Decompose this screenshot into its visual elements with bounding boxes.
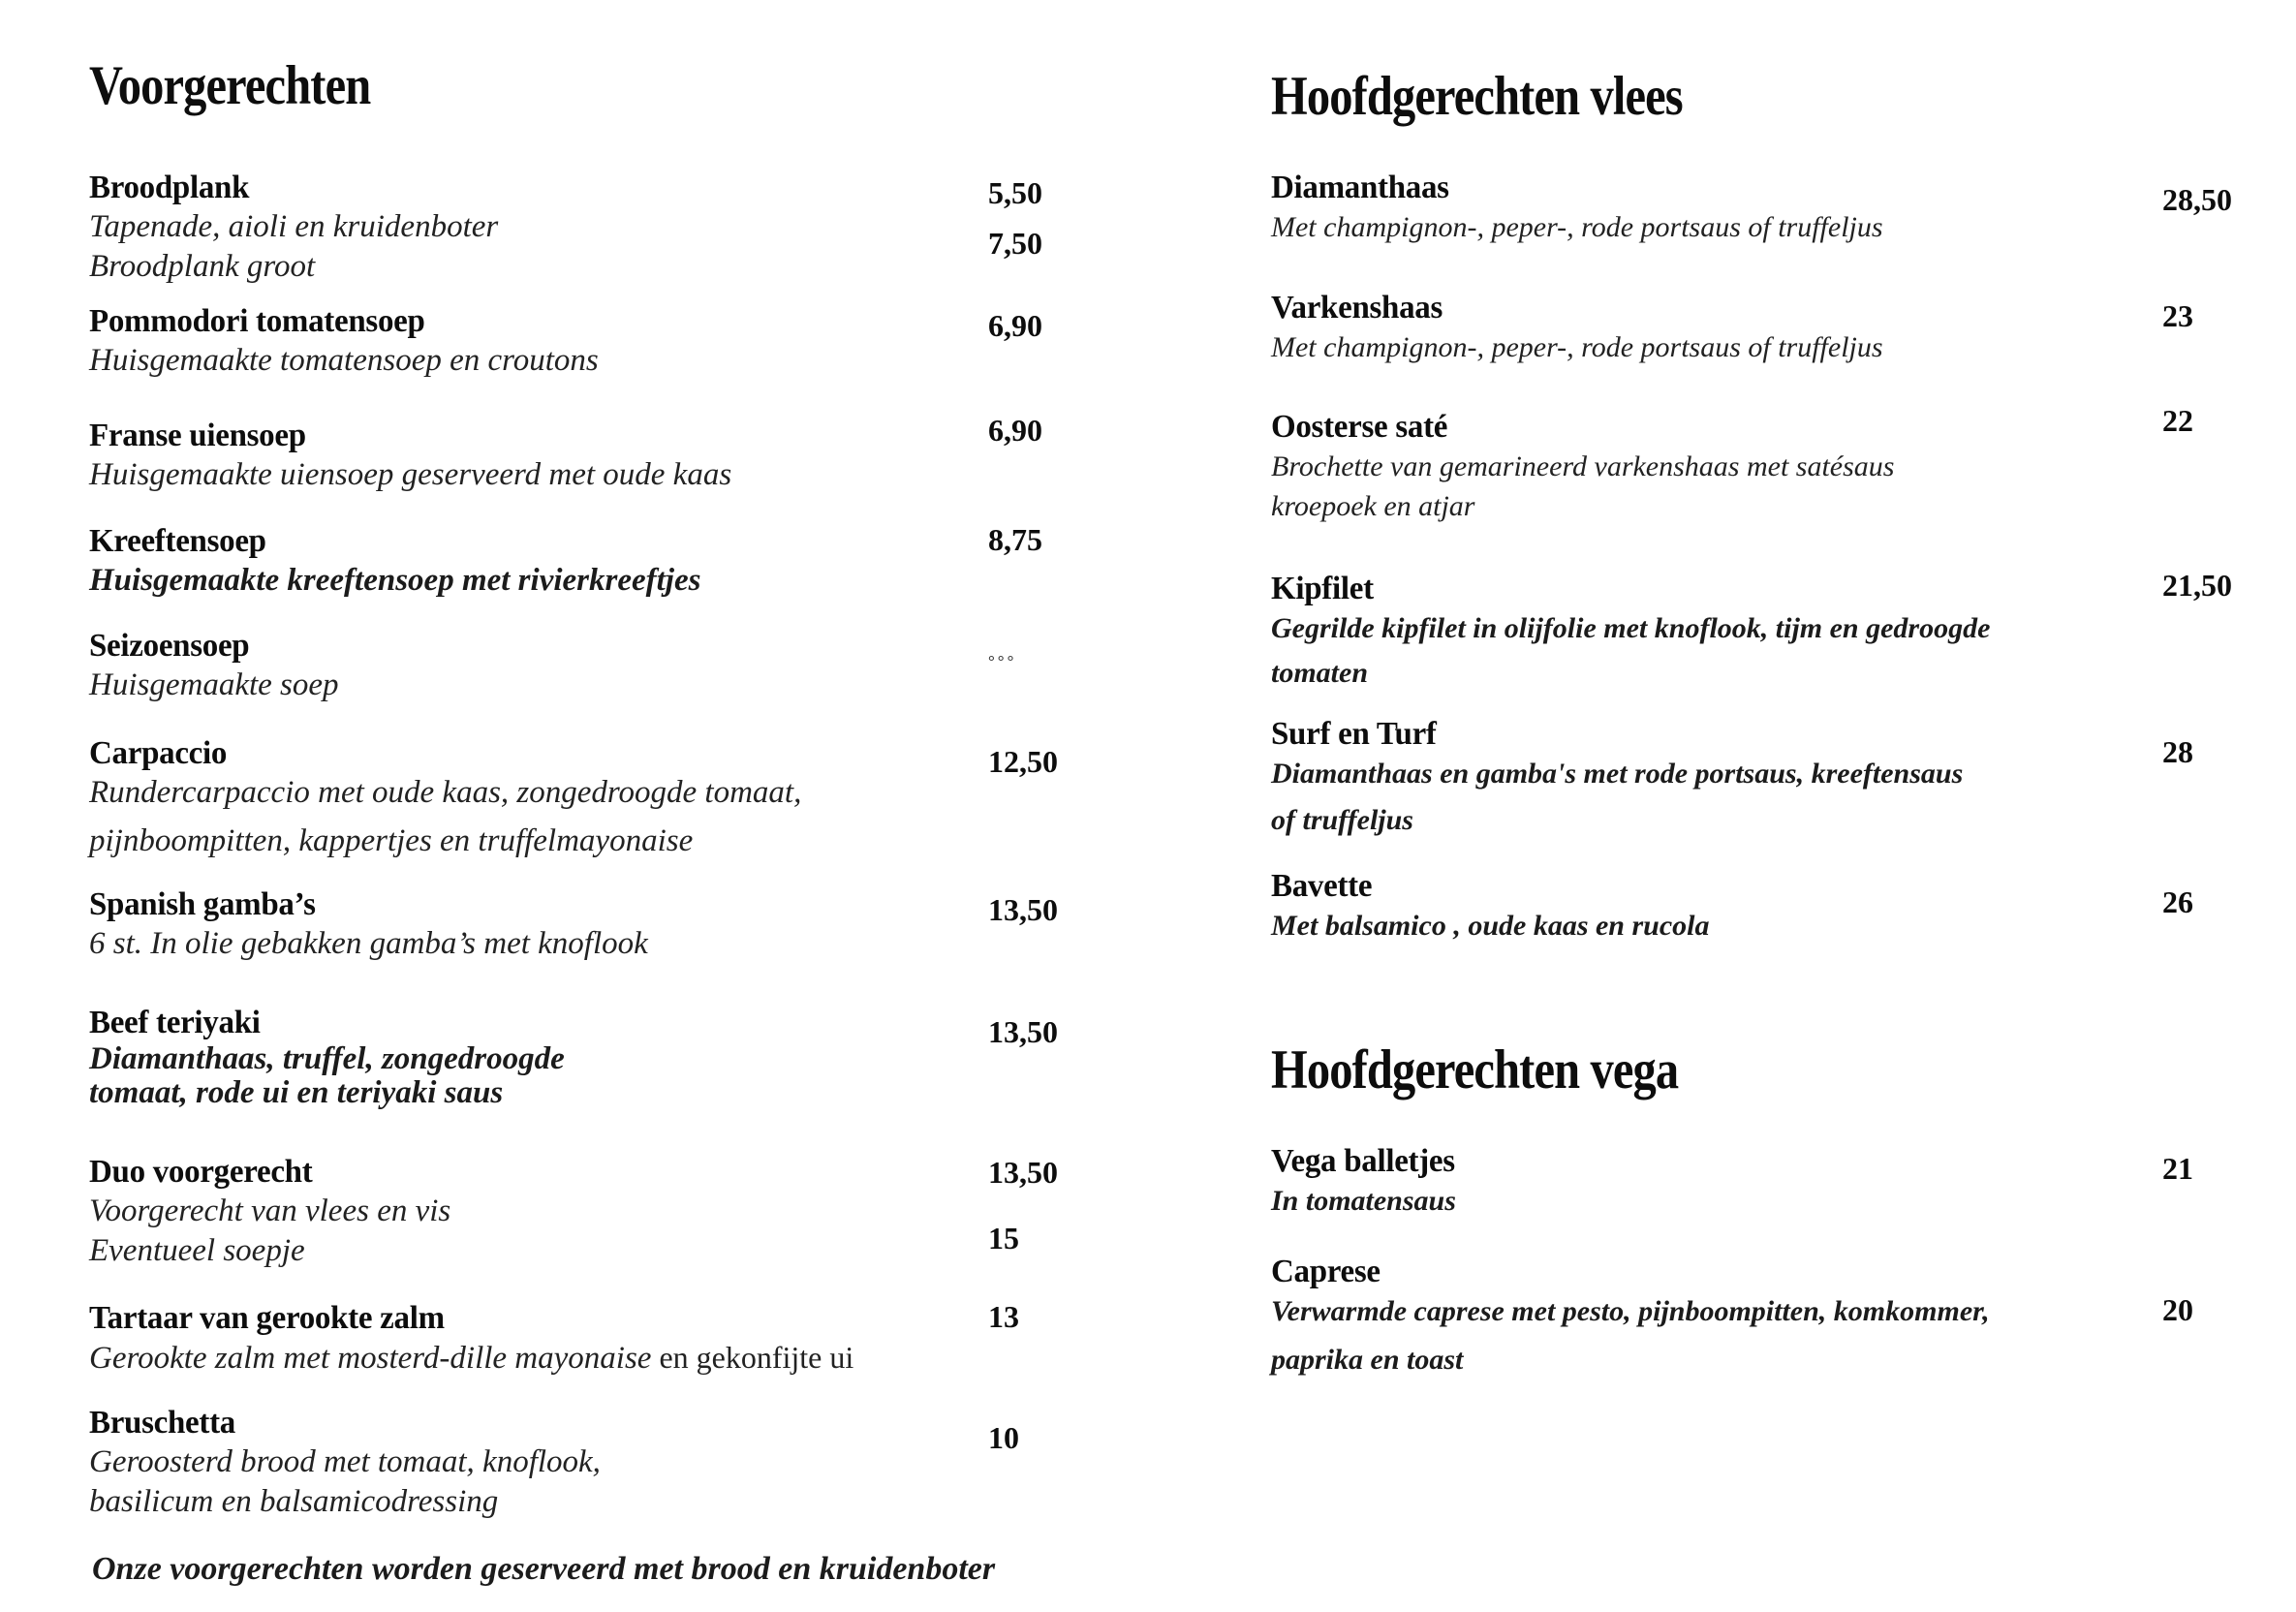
menu-item-varkenshaas (1271, 288, 2236, 367)
menu-item-bruschetta (89, 1403, 1066, 1522)
menu-item-kreeftensoep (89, 521, 1066, 601)
dish-price: 21 (2162, 1151, 2193, 1186)
dish-name: Tartaar van gerookte zalm (89, 1300, 445, 1336)
dish-description: Huisgemaakte tomatensoep en croutons (89, 343, 599, 378)
dish-description: Geroosterd brood met tomaat, knoflook, (89, 1444, 601, 1479)
dish-name: Varkenshaas (1271, 290, 1443, 326)
dish-name: Spanish gamba’s (89, 886, 316, 922)
menu-item-vega-balletjes (1271, 1141, 2236, 1221)
dish-description: Tapenade, aioli en kruidenboter (89, 209, 499, 244)
dish-name: Caprese (1271, 1254, 1381, 1289)
menu-item-tartaar-gerookte-zalm (89, 1298, 1066, 1379)
dish-price: 15 (988, 1221, 1019, 1256)
dish-price: 22 (2162, 403, 2193, 438)
dish-description-italic-part: Gerookte zalm met mosterd-dille mayonaise (89, 1341, 652, 1376)
menu-item-diamanthaas (1271, 168, 2236, 247)
dish-name: Kreeftensoep (89, 523, 266, 559)
dish-price: 28 (2162, 734, 2193, 769)
dish-description: of truffeljus (1271, 804, 1413, 836)
dish-description: Diamanthaas, truffel, zongedroogde (89, 1041, 565, 1076)
dish-name: Broodplank (89, 170, 250, 205)
dish-price: 13,50 (988, 892, 1058, 927)
dish-description: Met balsamico , oude kaas en rucola (1271, 910, 1710, 942)
dish-name: Kipfilet (1271, 571, 1374, 606)
dish-description: tomaten (1271, 657, 1369, 689)
dish-description: kroepoek en atjar (1271, 490, 1475, 522)
dish-description: tomaat, rode ui en teriyaki saus (89, 1075, 504, 1110)
menu-item-surf-en-turf (1271, 714, 2236, 840)
dish-description: Eventueel soepje (89, 1233, 305, 1268)
dish-description: pijnboompitten, kappertjes en truffelmayonaise (89, 823, 694, 858)
dish-price: 23 (2162, 298, 2193, 333)
dish-price: 5,50 (988, 175, 1042, 210)
dish-description: Rundercarpaccio met oude kaas, zongedroogde tomaat, (89, 775, 802, 810)
dish-name: Bruschetta (89, 1405, 235, 1441)
dish-description: Met champignon-, peper-, rode portsaus of truffeljus (1271, 331, 1883, 363)
section-title-hoofdgerechten-vega: Hoofdgerechten vega (1271, 1039, 1679, 1100)
menu-item-seizoensoep (89, 626, 1066, 705)
dish-price: 10 (988, 1420, 1019, 1455)
dish-description: Broodplank groot (89, 249, 316, 284)
dish-description: Brochette van gemarineerd varkenshaas met satésaus (1271, 450, 1895, 482)
dish-description: In tomatensaus (1271, 1185, 1456, 1217)
dish-description: basilicum en balsamicodressing (89, 1484, 499, 1519)
dish-name: Beef teriyaki (89, 1005, 261, 1040)
dish-price: 12,50 (988, 744, 1058, 779)
dish-name: Duo voorgerecht (89, 1154, 313, 1190)
dish-description: Huisgemaakte kreeftensoep met rivierkreeftjes (89, 563, 701, 598)
menu-item-spanish-gambas (89, 884, 1066, 964)
menu-item-duo-voorgerecht (89, 1152, 1066, 1271)
menu-item-pommodori-tomatensoep (89, 301, 1066, 381)
dish-description: Verwarmde caprese met pesto, pijnboompitten, komkommer, (1271, 1295, 1990, 1327)
menu-item-caprese (1271, 1252, 2236, 1380)
dish-price: 26 (2162, 884, 2193, 919)
dish-name: Carpaccio (89, 735, 228, 771)
menu-footnote: Onze voorgerechten worden geserveerd met brood en kruidenboter (92, 1551, 996, 1587)
dish-price: 13 (988, 1299, 1019, 1334)
hoofdgerechten-column (1271, 0, 2236, 1612)
dish-price: 20 (2162, 1292, 2193, 1327)
dish-description (89, 1338, 1066, 1379)
dish-price: 13,50 (988, 1155, 1058, 1190)
dish-description: Met champignon-, peper-, rode portsaus of truffeljus (1271, 211, 1883, 243)
dish-description: Voorgerecht van vlees en vis (89, 1194, 451, 1228)
dish-description: 6 st. In olie gebakken gamba’s met knoflook (89, 926, 648, 961)
menu-item-bavette (1271, 866, 2236, 946)
dish-price: 21,50 (2162, 568, 2232, 603)
dish-description: paprika en toast (1271, 1344, 1464, 1376)
dish-description: Huisgemaakte uiensoep geserveerd met oude kaas (89, 457, 732, 492)
dish-description: Diamanthaas en gamba's met rode portsaus, kreeftensaus (1271, 758, 1964, 790)
dish-price: 6,90 (988, 413, 1042, 448)
dish-description: Gegrilde kipfilet in olijfolie met knoflook, tijm en gedroogde (1271, 612, 1991, 644)
menu-item-carpaccio (89, 733, 1066, 861)
dish-price: 8,75 (988, 522, 1042, 557)
dish-name: Surf en Turf (1271, 716, 1437, 752)
menu-item-franse-uiensoep (89, 413, 1066, 495)
section-title-hoofdgerechten-vlees: Hoofdgerechten vlees (1271, 66, 1683, 127)
dish-price: 7,50 (988, 226, 1042, 261)
dish-name: Vega balletjes (1271, 1143, 1455, 1179)
dish-description: Huisgemaakte soep (89, 667, 339, 702)
dish-price: 13,50 (988, 1014, 1058, 1049)
menu-item-kipfilet (1271, 569, 2236, 693)
menu-item-broodplank (89, 168, 1066, 287)
dish-name: Oosterse saté (1271, 409, 1448, 445)
voorgerechten-column (89, 0, 1066, 1612)
dish-name: Diamanthaas (1271, 170, 1449, 205)
dish-name: Pommodori tomatensoep (89, 303, 425, 339)
dish-price-placeholder: °°° (988, 652, 1017, 670)
section-title-voorgerechten: Voorgerechten (89, 55, 371, 116)
dish-name: Franse uiensoep (89, 418, 306, 453)
dish-price: 6,90 (988, 308, 1042, 343)
menu-item-beef-teriyaki (89, 1003, 1066, 1110)
dish-name: Seizoensoep (89, 628, 250, 664)
dish-description-upright-part: en gekonfijte ui (651, 1340, 854, 1375)
dish-price: 28,50 (2162, 182, 2232, 217)
dish-name: Bavette (1271, 868, 1373, 904)
menu-item-oosterse-sate (1271, 403, 2236, 526)
